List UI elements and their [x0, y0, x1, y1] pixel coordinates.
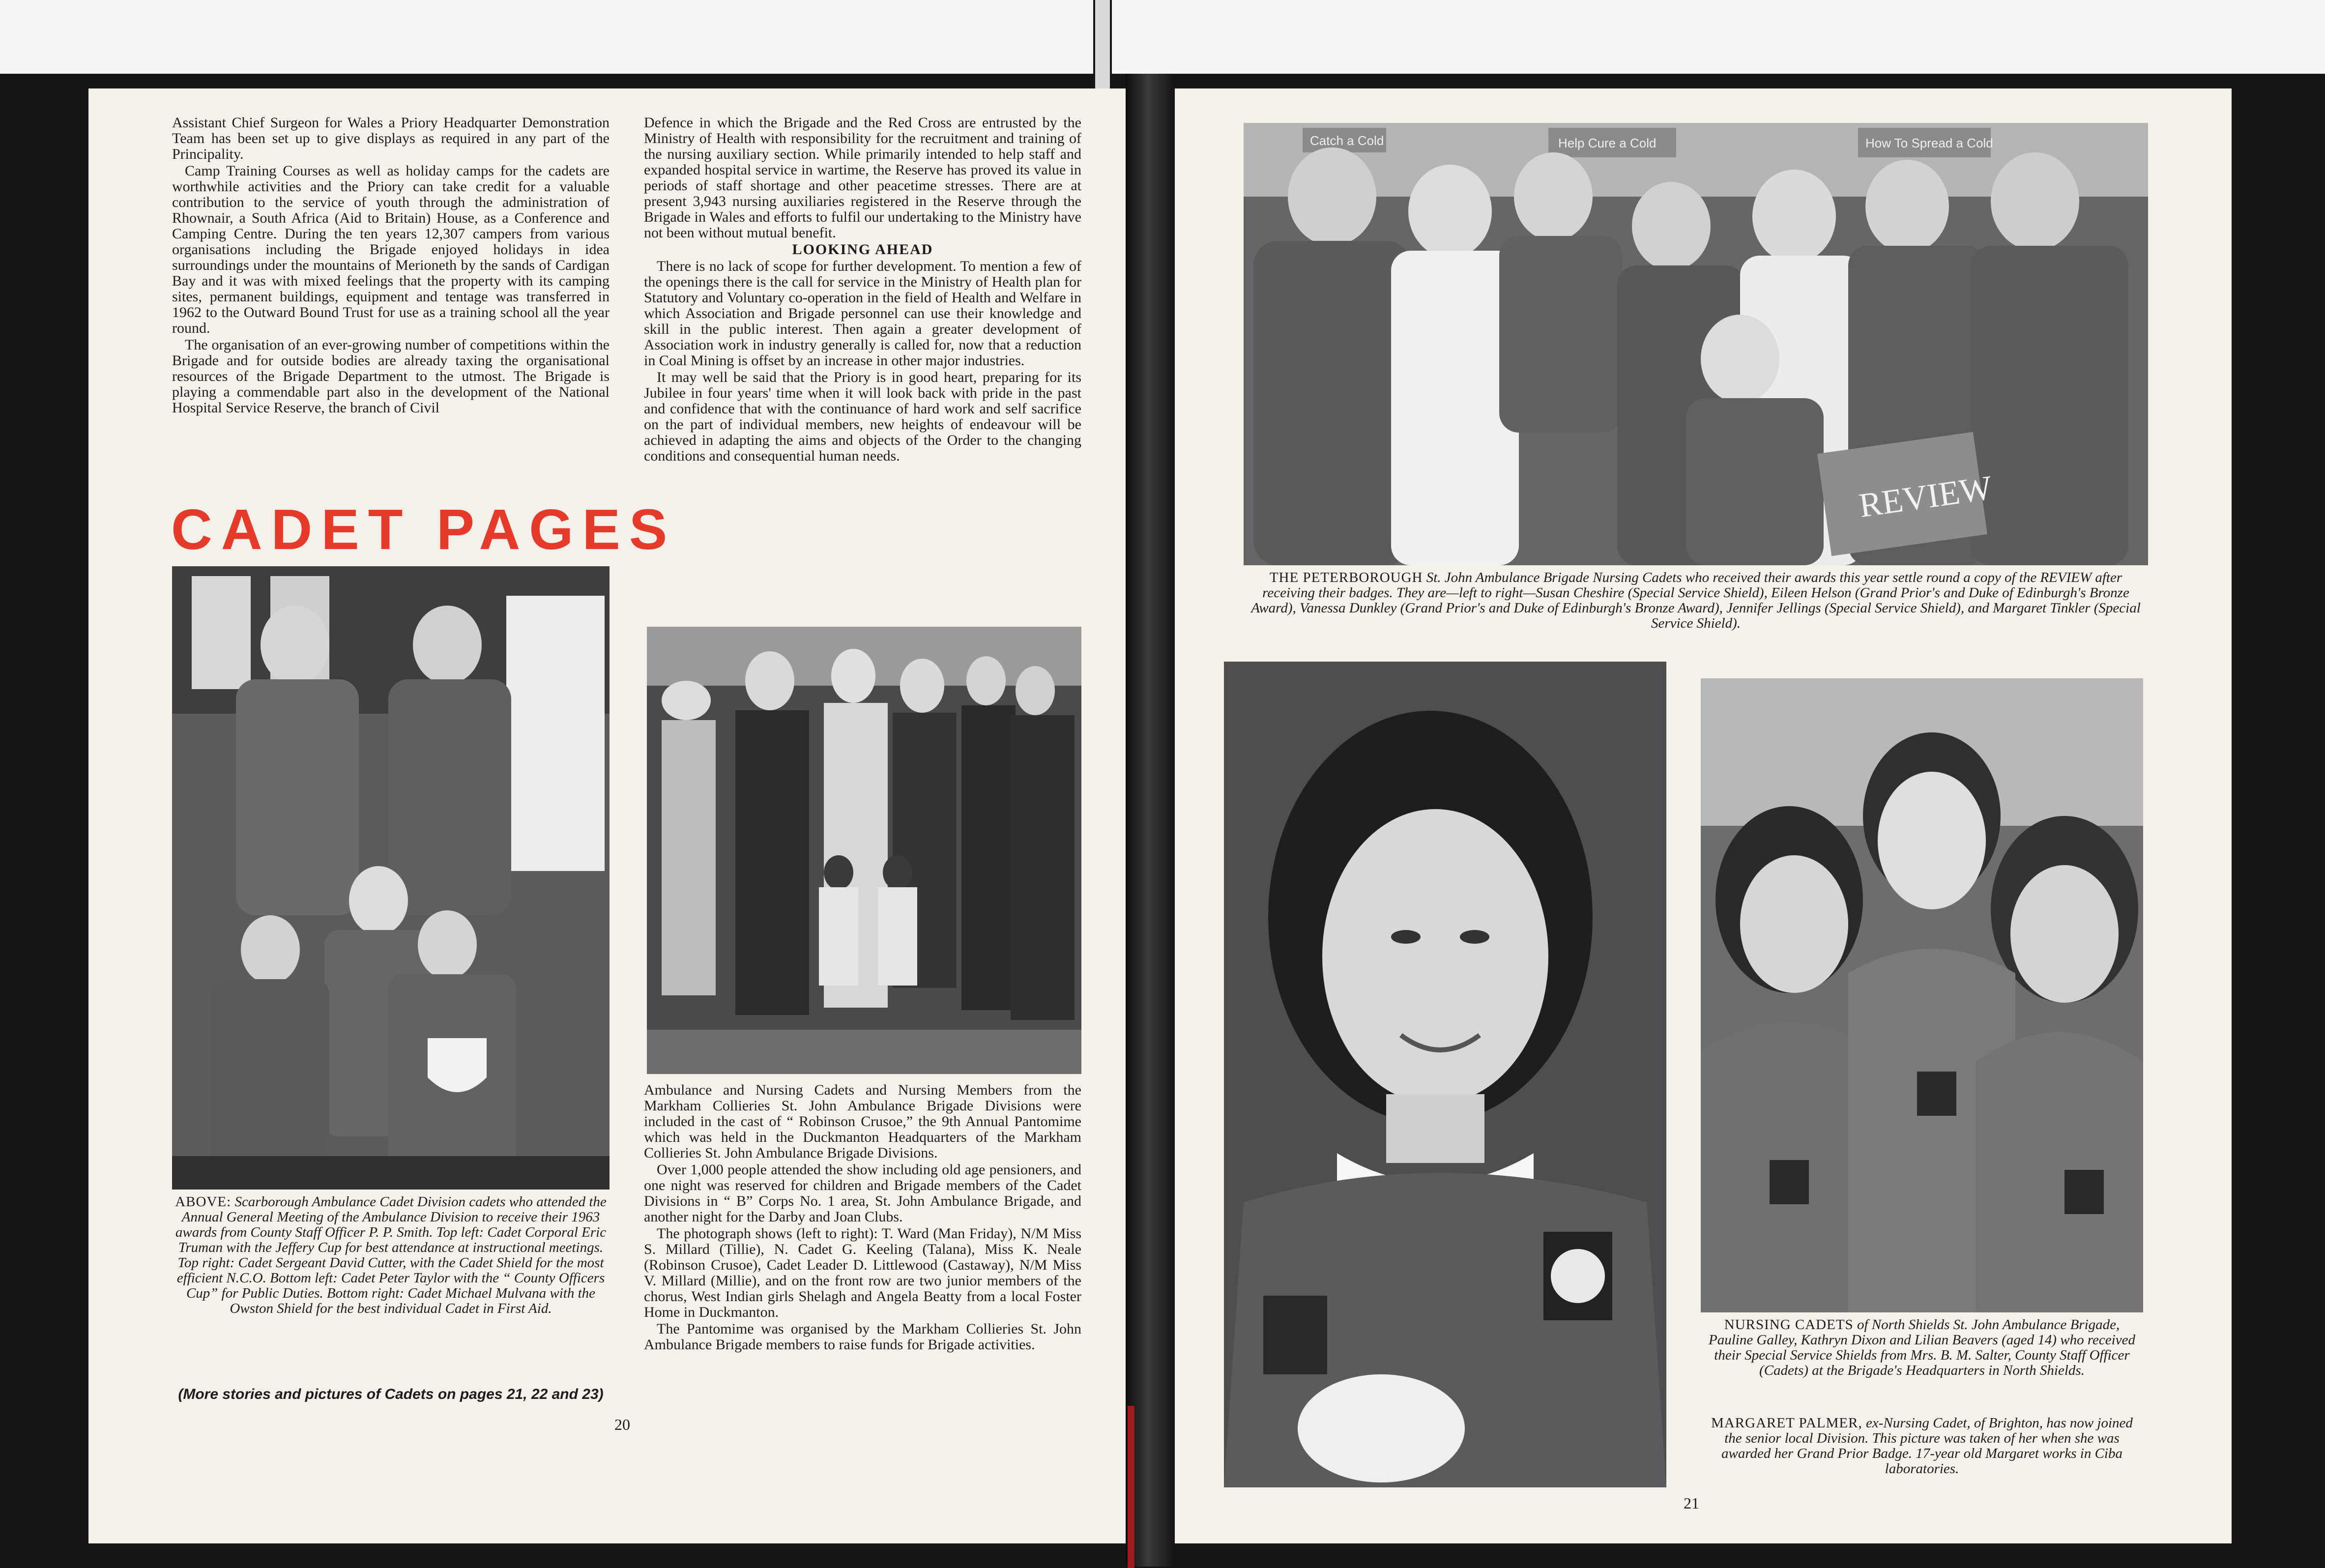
bookmark-ribbon [1128, 1406, 1134, 1568]
page-number: 21 [1684, 1494, 1699, 1512]
paragraph: Over 1,000 people attended the show including old age pensioners, and one night was reserved for children and Brigade members of the Cadet Divisions in “ B” Corps No. 1 area, St. John Ambulance Brigade, and another night for the Darby and Joan Clubs. [644, 1161, 1081, 1225]
left-column-1 [172, 115, 610, 417]
paragraph: Assistant Chief Surgeon for Wales a Priory Headquarter Demonstration Team has been set up to give displays as required in any part of the Principality. [172, 115, 610, 162]
caption-lead: THE PETERBOROUGH [1269, 570, 1423, 585]
north-shields-caption [1701, 1317, 2143, 1378]
poster-text: How To Spread a Cold [1865, 136, 1993, 150]
cadet-pages-title: CADET PAGES [171, 497, 676, 561]
north-shields-cadets-photo [1701, 678, 2143, 1312]
caption-lead: ABOVE: [175, 1194, 232, 1210]
margaret-palmer-caption [1701, 1416, 2143, 1477]
binding-gap [1095, 0, 1110, 93]
peterborough-cadets-photo [1244, 123, 2148, 565]
page-number: 20 [614, 1416, 630, 1433]
scarborough-cadets-photo [172, 566, 610, 1190]
caption-lead: NURSING CADETS [1724, 1317, 1854, 1333]
more-stories-note: (More stories and pictures of Cadets on pages 21, 22 and 23) [178, 1386, 604, 1402]
top-strip-right [1112, 0, 2325, 74]
caption-text: ex-Nursing Cadet, of Brighton, has now joined the senior local Division. This picture was taken of her when she was awarded her Grand Prior Badge. 17-year old Margaret works in Ciba laboratories. [1721, 1415, 2133, 1477]
caption-lead: MARGARET PALMER, [1711, 1415, 1862, 1431]
magazine-cover-title: REVIEW [1857, 468, 1995, 525]
poster-text: Catch a Cold [1310, 133, 1384, 148]
pantomime-cast-photo [647, 627, 1081, 1074]
page-20 [88, 88, 1140, 1543]
paragraph: It may well be said that the Priory is in good heart, preparing for its Jubilee in four years' time when it will look back with pride in the past and confidence that with the continuance of hard work and self sacrifice on the part of individual members, new heights of endeavour will be achieved in adapting the aims and objects of the Order to the changing conditions and consequential human needs. [644, 369, 1081, 464]
margaret-palmer-portrait [1224, 662, 1666, 1487]
paragraph: The photograph shows (left to right): T. Ward (Man Friday), N/M Miss S. Millard (Tillie), N. Cadet G. Keeling (Talana), Miss K. Neale (Robinson Crusoe), Cadet Leader D. Littlewood (Castaway), N/M Miss V. Millard (Millie), and on the front row are two junior members of the chorus, West Indian girls Shelagh and Angela Beatty from a local Foster Home in Duckmanton. [644, 1225, 1081, 1320]
paragraph: The Pantomime was organised by the Markham Collieries St. John Ambulance Brigade members to raise funds for Brigade activities. [644, 1321, 1081, 1353]
scarborough-caption [173, 1194, 609, 1316]
paragraph: Ambulance and Nursing Cadets and Nursing Members from the Markham Collieries St. John Ambulance Brigade Divisions were included in the cast of “ Robinson Crusoe,” the 9th Annual Pantomime which was held in the Duckmanton Headquarters of the Markham Collieries St. John Ambulance Brigade Divisions. [644, 1082, 1081, 1161]
peterborough-caption [1249, 570, 2143, 631]
paragraph: Camp Training Courses as well as holiday camps for the cadets are worthwhile activities and the Priory can take credit for a valuable contribution to the service of youth through the administration of Rhownair, a South Africa (Aid to Britain) House, as a Conference and Camping Centre. During the ten years 12,307 campers from various organisations including the Brigade enjoyed holidays in idea surroundings under the mountains of Merioneth by the sands of Cardigan Bay and it was with mixed feelings that the property with its camping sites, permanent buildings, equipment and tentage was transferred in 1962 to the Outward Bound Trust for use as a training school all the year round. [172, 163, 610, 336]
paragraph: There is no lack of scope for further development. To mention a few of the openings there is the call for service in the Ministry of Health plan for Statutory and Voluntary co-operation in the field of Health and Welfare in which Association and Brigade personnel can use their knowledge and skill in the public interest. Then again a greater development of Association work in industry generally is called for, now that a reduction in Coal Mining is offset by an increase in other major industries. [644, 258, 1081, 369]
looking-ahead-heading: LOOKING AHEAD [792, 241, 933, 258]
top-strip-left [0, 0, 1093, 74]
pantomime-article [644, 1082, 1081, 1354]
paragraph: The organisation of an ever-growing number of competitions within the Brigade and for outside bodies are already taxing the organisational resources of the Brigade Department to the utmost. The Brigade is playing a commendable part also in the development of the National Hospital Service Reserve, the branch of Civil [172, 337, 610, 416]
caption-text: St. John Ambulance Brigade Nursing Cadets who received their awards this year settle round a copy of the REVIEW after receiving their badges. They are—left to right—Susan Cheshire (Special Service Shield), Eileen Helson (Grand Prior's and Duke of Edinburgh's Bronze Award), Vanessa Dunkley (Grand Prior's and Duke of Edinburgh's Bronze Award), Jennifer Jellings (Special Service Shield), and Margaret Tinkler (Special Service Shield). [1251, 570, 2141, 631]
magazine-spine [1126, 74, 1175, 1567]
left-column-2 [644, 115, 1081, 465]
poster-text: Help Cure a Cold [1558, 136, 1657, 150]
page-21 [1165, 88, 2232, 1543]
caption-text: of North Shields St. John Ambulance Brigade, Pauline Galley, Kathryn Dixon and Lilian Beavers (aged 14) who received their Special Service Shields from Mrs. B. M. Salter, County Staff Officer (Cadets) at the Brigade's Headquarters in North Shields. [1709, 1317, 2135, 1378]
caption-text: Scarborough Ambulance Cadet Division cadets who attended the Annual General Meeting of the Ambulance Division to receive their 1963 awards from County Staff Officer P. P. Smith. Top left: Cadet Corporal Eric Truman with the Jeffery Cup for best attendance at instructional meetings. Top right: Cadet Sergeant David Cutter, with the Cadet Shield for the most efficient N.C.O. Bottom left: Cadet Peter Taylor with the “ County Officers Cup” for Public Duties. Bottom right: Cadet Michael Mulvana with the Owston Shield for the best individual Cadet in First Aid. [175, 1194, 607, 1316]
paragraph: Defence in which the Brigade and the Red Cross are entrusted by the Ministry of Health with responsibility for the recruitment and training of the nursing auxiliary section. While primarily intended to help staff and expanded hospital service in wartime, the Reserve has proved its value in periods of staff shortage and other peacetime stresses. There are at present 3,943 nursing auxiliaries registered in the Reserve through the Brigade in Wales and efforts to fulfil our undertaking to the Ministry have not been without mutual benefit. [644, 115, 1081, 241]
